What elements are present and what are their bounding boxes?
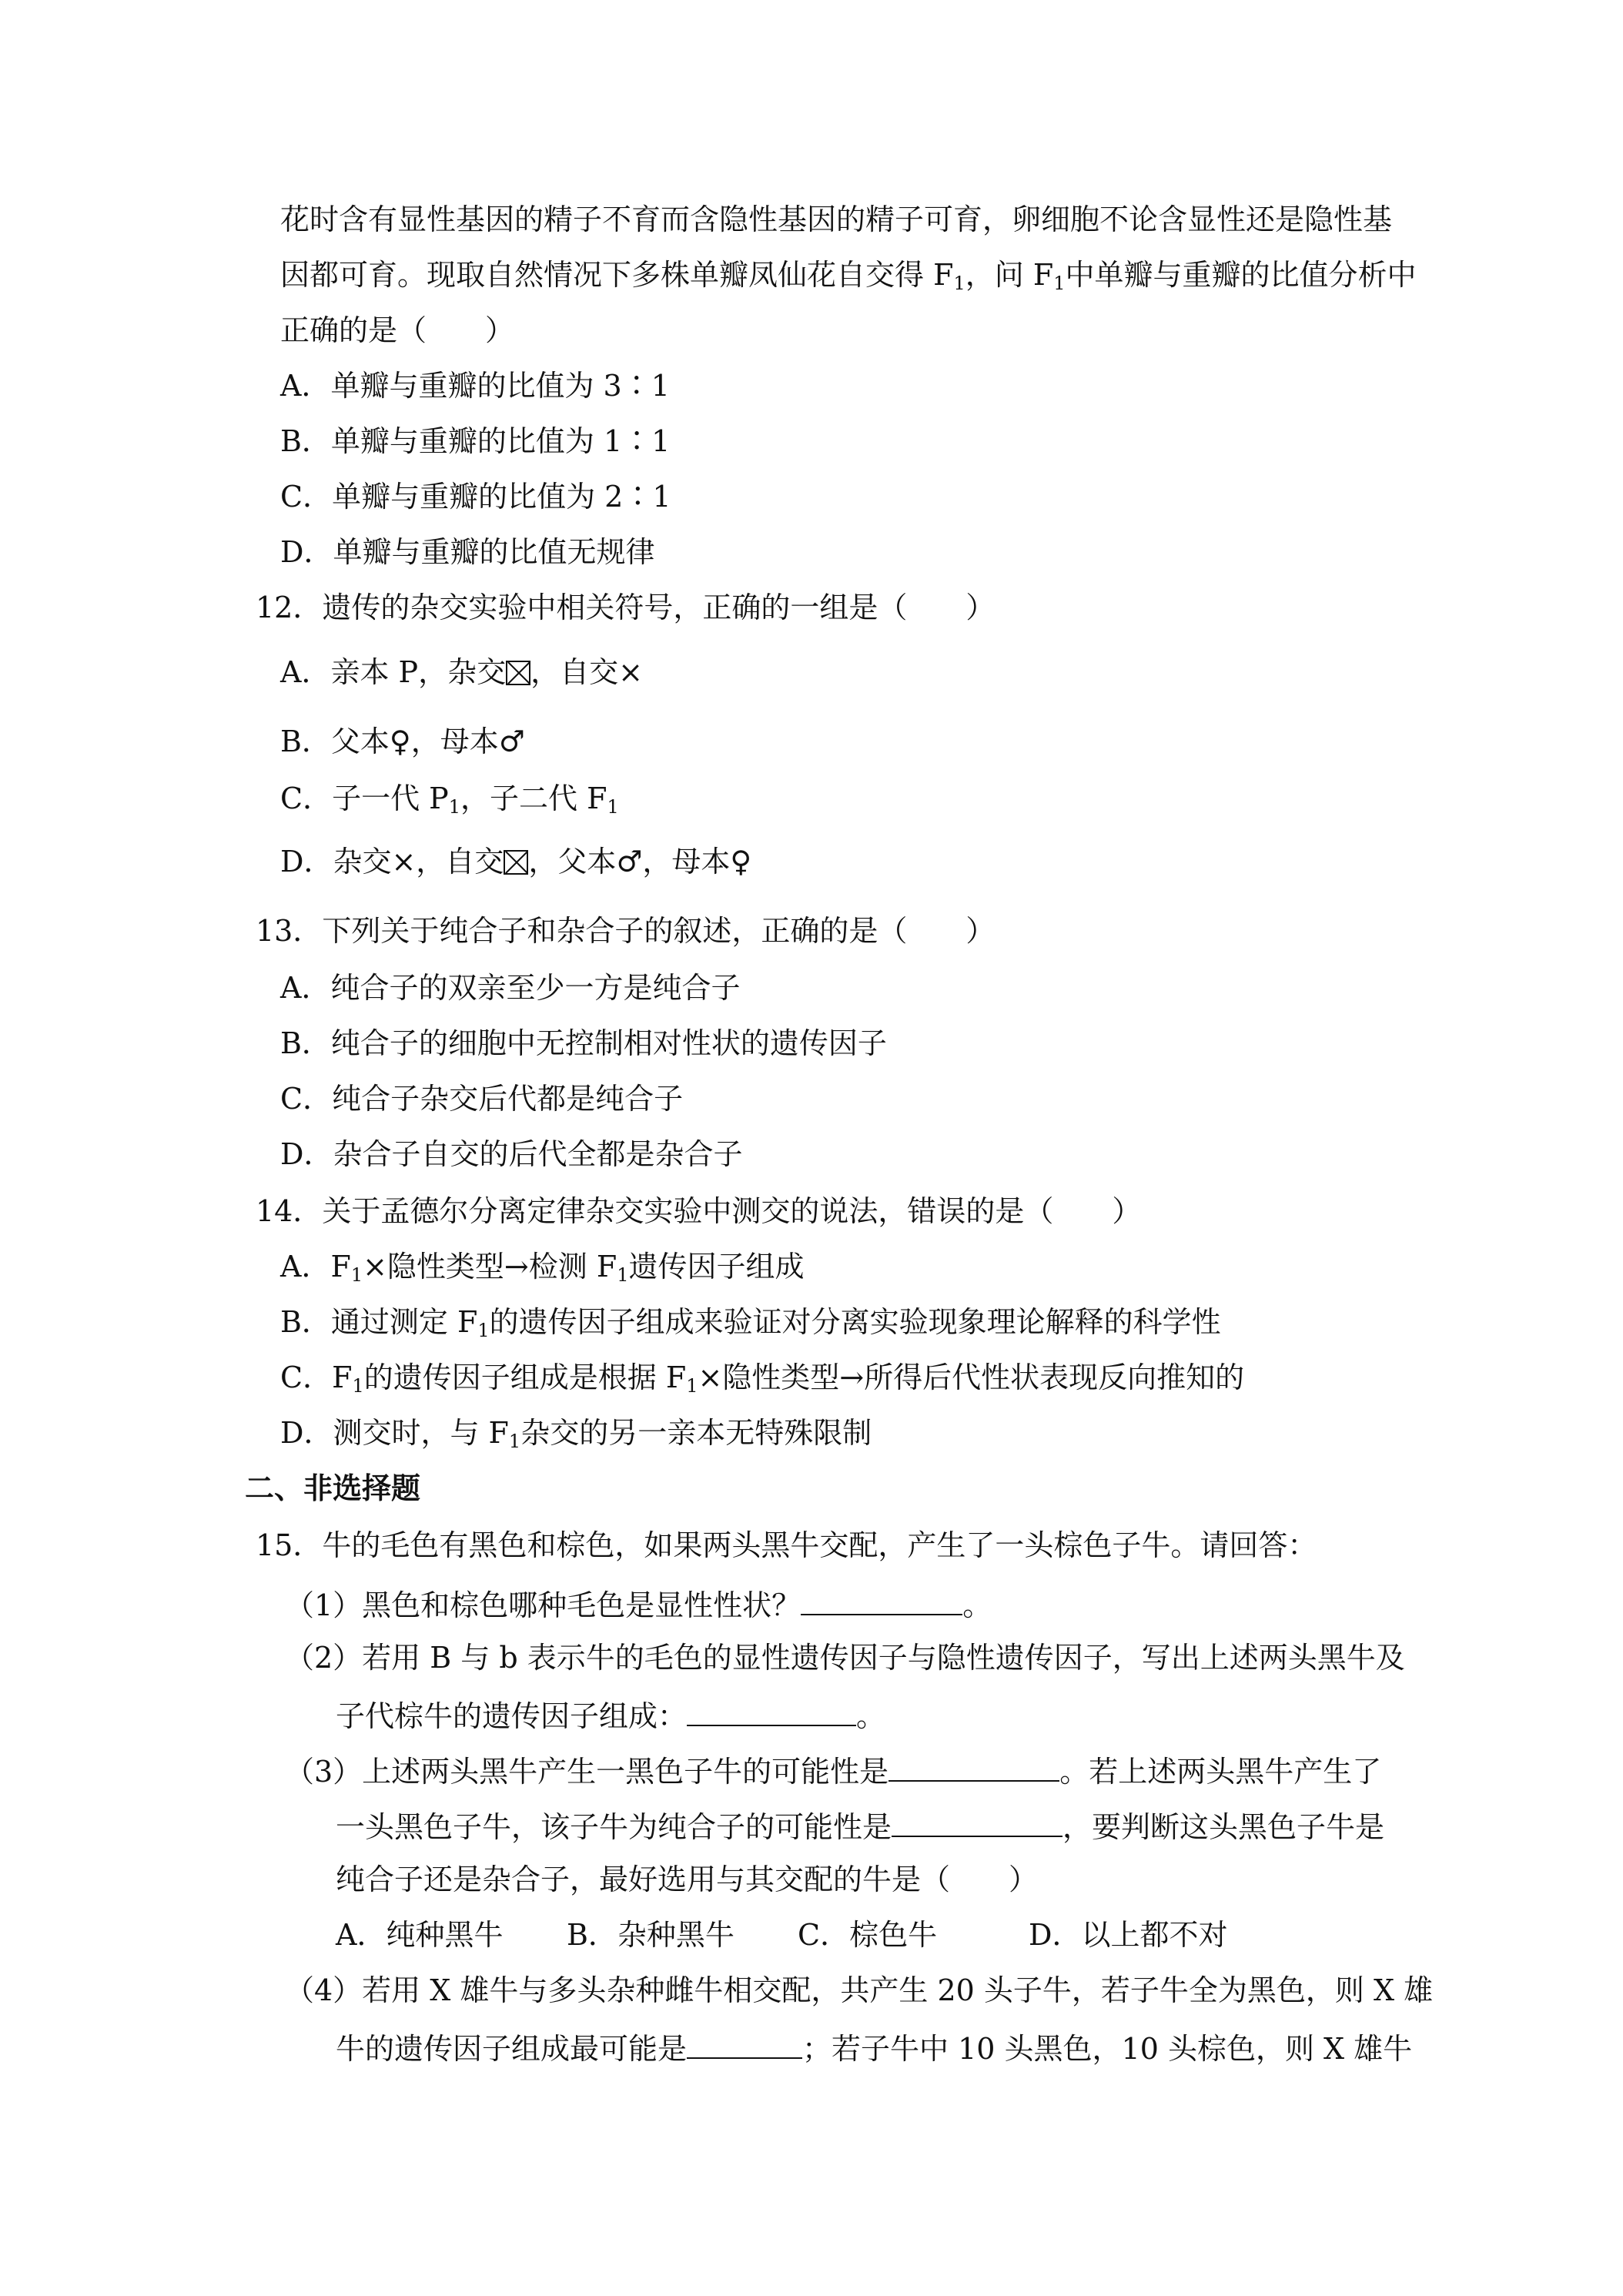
q13-option-b: B．纯合子的细胞中无控制相对性状的遗传因子 <box>280 1026 887 1060</box>
answer-blank[interactable] <box>888 1754 1059 1782</box>
q12-stem: 12．遗传的杂交实验中相关符号，正确的一组是（ ） <box>256 591 996 624</box>
self-cross-symbol-icon <box>506 661 530 685</box>
q11-option-a: A．单瓣与重瓣的比值为 3∶1 <box>280 369 670 403</box>
q12-option-b: B．父本♀，母本♂ <box>280 725 525 758</box>
q15-part3-option-b: B．杂种黑牛 <box>567 1918 735 1952</box>
q15-part1: （1）黑色和棕色哪种毛色是显性性状？ 。 <box>285 1588 992 1622</box>
q15-part4-line1: （4）若用 X 雄牛与多头杂种雌牛相交配，共产生 20 头子牛，若子牛全为黑色，则 X 雄 <box>285 1973 1434 2007</box>
q13-option-d: D．杂合子自交的后代全都是杂合子 <box>280 1137 743 1171</box>
q14-option-a: A．$F_1\times$隐性类型→检测 $F_1$遗传因子组成 <box>280 1250 805 1286</box>
q11-option-d: D．单瓣与重瓣的比值无规律 <box>280 535 655 569</box>
q15-part3-line3: 纯合子还是杂合子，最好选用与其交配的牛是（ ） <box>336 1863 1039 1896</box>
q14-option-c: C．$F_1$的遗传因子组成是根据 $F_1\times$隐性类型→所得后代性状表现反向推知的 <box>280 1361 1245 1397</box>
q14-stem: 14．关于孟德尔分离定律杂交实验中测交的说法，错误的是（ ） <box>256 1194 1142 1228</box>
q15-stem: 15．牛的毛色有黑色和棕色，如果两头黑牛交配，产生了一头棕色子牛。请回答： <box>256 1528 1317 1562</box>
q15-part3-line1: （3）上述两头黑牛产生一黑色子牛的可能性是 。若上述两头黑牛产生了 <box>285 1755 1382 1789</box>
q11-option-b: B．单瓣与重瓣的比值为 1∶1 <box>280 424 671 458</box>
self-cross-symbol-icon <box>504 850 528 875</box>
q12-option-d: D．杂交×，自交 ，父本♂，母本♀ <box>280 845 752 879</box>
q15-part3-option-c: C．棕色牛 <box>798 1918 938 1952</box>
answer-blank[interactable] <box>801 1588 962 1615</box>
q15-part2-line1: （2）若用 B 与 b 表示牛的毛色的显性遗传因子与隐性遗传因子，写出上述两头黑牛及 <box>285 1641 1405 1675</box>
q15-part2-line2: 子代棕牛的遗传因子组成： 。 <box>336 1699 886 1733</box>
q11-text-line1: 花时含有显性基因的精子不育而含隐性基因的精子可育，卵细胞不论含显性还是隐性基 <box>280 202 1393 236</box>
section-heading: 二、非选择题 <box>245 1471 421 1505</box>
q15-part3-option-d: D．以上都不对 <box>1029 1918 1228 1952</box>
q14-option-b: B．通过测定 $F_1$的遗传因子组成来验证对分离实验现象理论解释的科学性 <box>280 1305 1221 1341</box>
answer-blank[interactable] <box>687 2031 802 2059</box>
q11-text-line3: 正确的是（ ） <box>280 313 515 347</box>
q12-option-a: A．亲本 P，杂交 ，自交× <box>280 655 643 689</box>
q15-part4-line2: 牛的遗传因子组成最可能是 ；若子牛中 10 头黑色，10 头棕色，则 X 雄牛 <box>336 2032 1413 2066</box>
q11-option-c: C．单瓣与重瓣的比值为 2∶1 <box>280 480 671 514</box>
q15-part3-line2: 一头黑色子牛，该子牛为纯合子的可能性是 ，要判断这头黑色子牛是 <box>336 1810 1385 1844</box>
answer-blank[interactable] <box>892 1809 1062 1837</box>
q13-option-c: C．纯合子杂交后代都是纯合子 <box>280 1082 684 1116</box>
q13-stem: 13．下列关于纯合子和杂合子的叙述，正确的是（ ） <box>256 914 996 948</box>
q13-option-a: A．纯合子的双亲至少一方是纯合子 <box>280 971 741 1005</box>
q14-option-d: D．测交时，与 $F_1$杂交的另一亲本无特殊限制 <box>280 1416 872 1452</box>
q15-part3-option-a: A．纯种黑牛 <box>336 1918 504 1952</box>
q11-text-line2: 因都可育。现取自然情况下多株单瓣凤仙花自交得 $F_1$，问 $F_1$中单瓣与重瓣的比值分析中 <box>280 258 1417 294</box>
q12-option-c: C．子一代 $P_1$，子二代 $F_1$ <box>280 782 619 818</box>
answer-blank[interactable] <box>687 1699 856 1726</box>
